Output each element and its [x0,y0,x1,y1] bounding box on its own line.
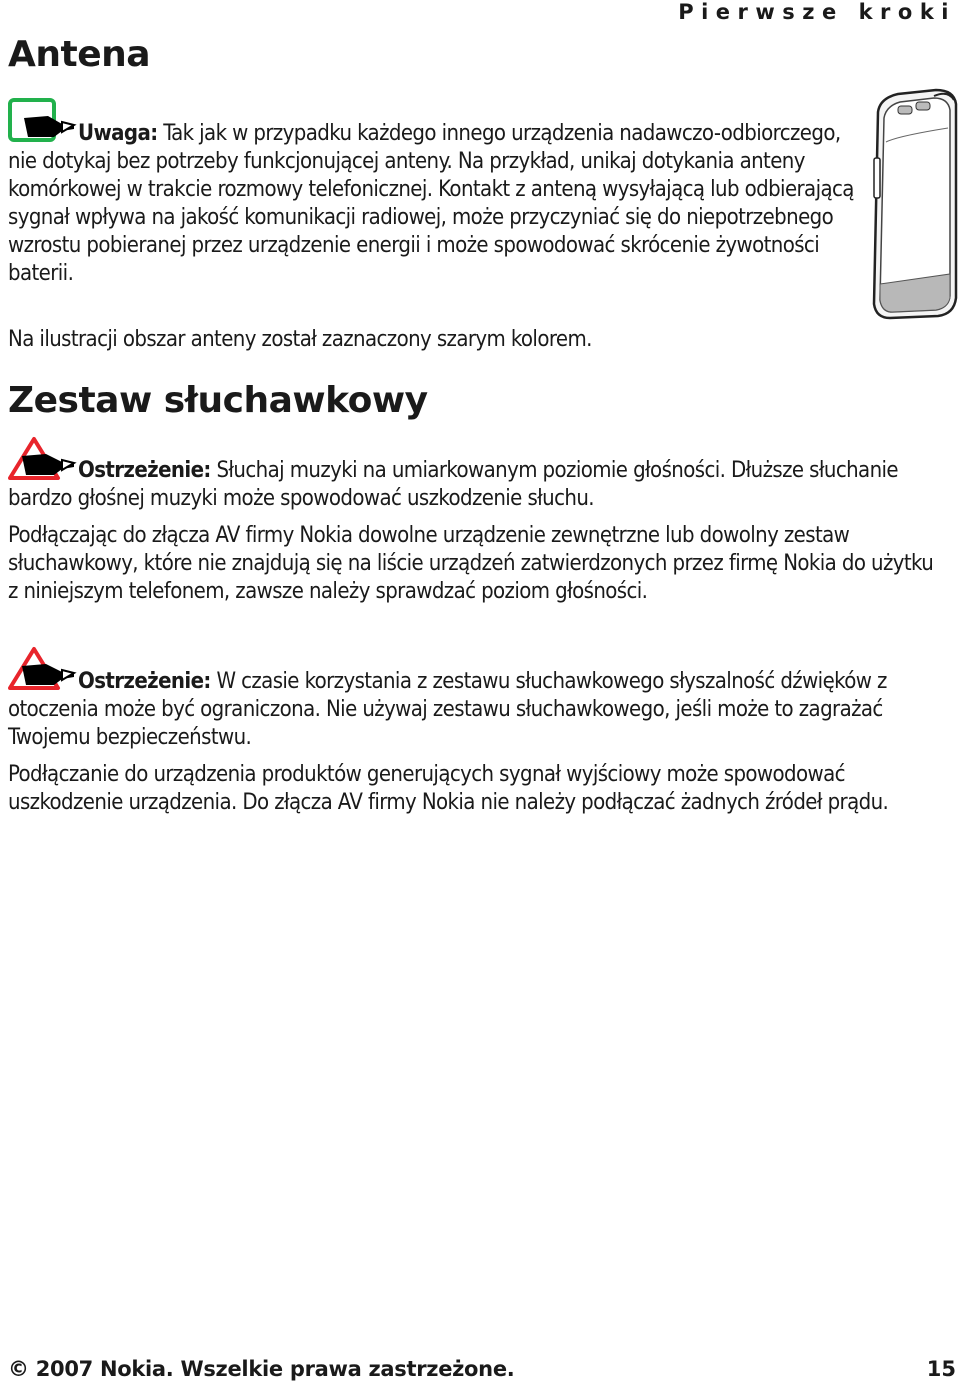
copyright: © 2007 Nokia. Wszelkie prawa zastrzeżone. [8,1357,515,1381]
antenna-title: Antena [8,34,151,75]
chapter-header: Pierwsze kroki [678,0,956,24]
phone-antenna-illustration [868,88,958,322]
warning-1-text: Słuchaj muzyki na umiarkowanym poziomie głośności. Dłuższe słuchanie bardzo głośnej muzyki może spowodować uszkodzenie słuchu. [8,458,899,511]
warning-2-label: Ostrzeżenie: [78,669,211,694]
headset-warning-1 [8,457,938,513]
note-text: Tak jak w przypadku każdego innego urządzenia nadawczo-odbiorczego, nie dotykaj bez potrzeby funkcjonującej anteny. Na przykład, unikaj dotykania anteny komórkowej w trakcie rozmowy telefonicznej. Kontakt z anteną wysyłającą lub odbierającą sygnał wpływa na jakość komunikacji radiowej, może przyczyniać się do niepotrzebnego wzrostu pobieranej przez urządzenie energii i może spowodować skrócenie żywotności baterii. [8,121,854,286]
headset-title: Zestaw słuchawkowy [8,380,428,421]
headset-paragraph-1: Podłączając do złącza AV firmy Nokia dowolne urządzenie zewnętrzne lub dowolny zestaw słuchawkowy, które nie znajdują się na liście urządzeń zatwierdzonych przez firmę Nokia do użytku z niniejszym telefonem, zawsze należy sprawdzać poziom głośności. [8,523,934,604]
antenna-illustration-text: Na ilustracji obszar anteny został zaznaczony szarym kolorem. [8,327,592,352]
page-number: 15 [926,1357,956,1381]
warning-2-text: W czasie korzystania z zestawu słuchawkowego słyszalność dźwięków z otoczenia może być ograniczona. Nie używaj zestawu słuchawkowego, jeśli może to zagrażać Twojemu bezpieczeństwu. [8,669,887,750]
warning-1-label: Ostrzeżenie: [78,458,211,483]
antenna-note [8,120,858,288]
headset-warning-2 [8,668,958,752]
note-label: Uwaga: [78,121,158,146]
headset-paragraph-2: Podłączanie do urządzenia produktów generujących sygnał wyjściowy może spowodować uszkodzenie urządzenia. Do złącza AV firmy Nokia nie należy podłączać żadnych źródeł prądu. [8,762,889,815]
